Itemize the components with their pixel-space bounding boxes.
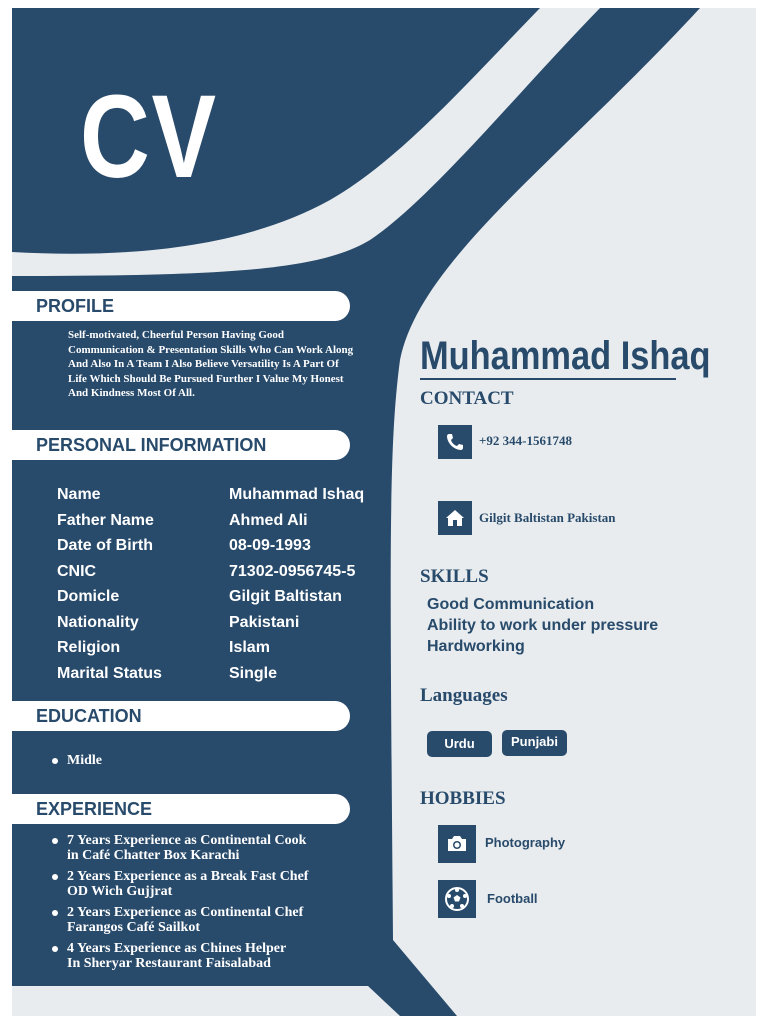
profile-text: Self-motivated, Cheerful Person Having Good Communication & Presentation Skills Who Can Work Along And Also In A Team I Also Believe Versatility Is A Part Of Life Which Should Be Pursued Further I Value My Honest And Kindness Most Of All.: [68, 329, 354, 400]
info-row-nationality: [57, 614, 387, 638]
personal-info-heading: PERSONAL INFORMATION: [36, 435, 267, 455]
camera-icon: [445, 832, 469, 856]
language-badge-punjabi: Punjabi: [502, 730, 567, 756]
experience-line: 2 Years Experience as a Break Fast Chef: [67, 869, 309, 884]
info-label: Date of Birth: [57, 537, 153, 554]
contact-address: Gilgit Baltistan Pakistan: [479, 510, 616, 525]
skill-item: Hardworking: [427, 638, 525, 655]
info-value: Ahmed Ali: [229, 511, 308, 529]
info-value: Muhammad Ishaq: [229, 486, 365, 503]
info-label: Nationality: [57, 613, 139, 631]
football-icon: [444, 886, 470, 912]
bottom-notch: [12, 986, 400, 1016]
camera-icon-box: [438, 825, 476, 863]
personal-info-heading-pill: [12, 430, 350, 460]
info-value: Islam: [229, 639, 270, 656]
contact-phone: +92 344-1561748: [479, 433, 572, 448]
experience-line: 7 Years Experience as Continental Cook: [67, 833, 307, 848]
hobby-photography: Photography: [485, 835, 566, 850]
info-label: Religion: [57, 639, 121, 656]
info-label: Domicle: [57, 588, 120, 605]
info-value: 08-09-1993: [229, 537, 311, 554]
experience-item: [52, 833, 367, 863]
contact-heading: CONTACT: [420, 388, 514, 409]
education-list: [52, 753, 102, 768]
info-row-domicile: [57, 588, 387, 612]
profile-heading-pill: [12, 291, 350, 321]
info-row-date-of-birth: [57, 537, 387, 561]
info-label: Marital Status: [57, 664, 162, 682]
language-badge-urdu: Urdu: [427, 731, 492, 757]
education-item: Midle: [52, 753, 102, 768]
experience-line: Farangos Café Sailkot: [67, 920, 200, 935]
experience-list: [52, 833, 367, 977]
languages-heading: Languages: [420, 685, 508, 706]
phone-icon: [445, 432, 465, 452]
name-underline: [420, 378, 676, 380]
skill-item: Good Communication: [427, 596, 595, 613]
info-label: CNIC: [57, 562, 97, 580]
info-label: Name: [57, 486, 101, 503]
education-heading-pill: [12, 701, 350, 731]
info-value: Single: [229, 664, 278, 682]
cv-title: CV: [80, 71, 218, 203]
skills-list: [427, 594, 658, 657]
profile-heading: PROFILE: [36, 296, 115, 316]
phone-icon-box: [438, 425, 472, 459]
info-row-cnic: [57, 563, 387, 587]
skills-heading: SKILLS: [420, 566, 489, 587]
hobbies-heading: HOBBIES: [420, 788, 506, 809]
info-value: Pakistani: [229, 613, 300, 631]
experience-heading: EXPERIENCE: [36, 799, 153, 819]
person-name: Muhammad Ishaq: [420, 334, 711, 378]
info-row-religion: [57, 639, 387, 663]
education-heading: EDUCATION: [36, 706, 142, 726]
info-label: Father Name: [57, 511, 154, 529]
football-icon-box: [438, 880, 476, 918]
experience-line: In Sheryar Restaurant Faisalabad: [67, 956, 271, 971]
experience-line: 2 Years Experience as Continental Chef: [67, 905, 304, 920]
experience-line: in Café Chatter Box Karachi: [67, 848, 240, 863]
home-icon: [445, 508, 465, 528]
home-icon-box: [438, 501, 472, 535]
info-value: Gilgit Baltistan: [229, 588, 342, 605]
info-row-name: [57, 486, 387, 510]
hobby-football: Football: [487, 891, 538, 906]
experience-item: [52, 941, 367, 971]
info-row-marital-status: [57, 665, 387, 689]
info-value: 71302-0956745-5: [229, 562, 356, 580]
experience-line: OD Wich Gujjrat: [67, 884, 173, 899]
experience-item: [52, 905, 367, 935]
skill-item: Ability to work under pressure: [427, 617, 659, 634]
experience-item: [52, 869, 367, 899]
experience-heading-pill: [12, 794, 350, 824]
experience-line: 4 Years Experience as Chines Helper: [67, 941, 287, 956]
info-row-father-name: [57, 512, 387, 536]
